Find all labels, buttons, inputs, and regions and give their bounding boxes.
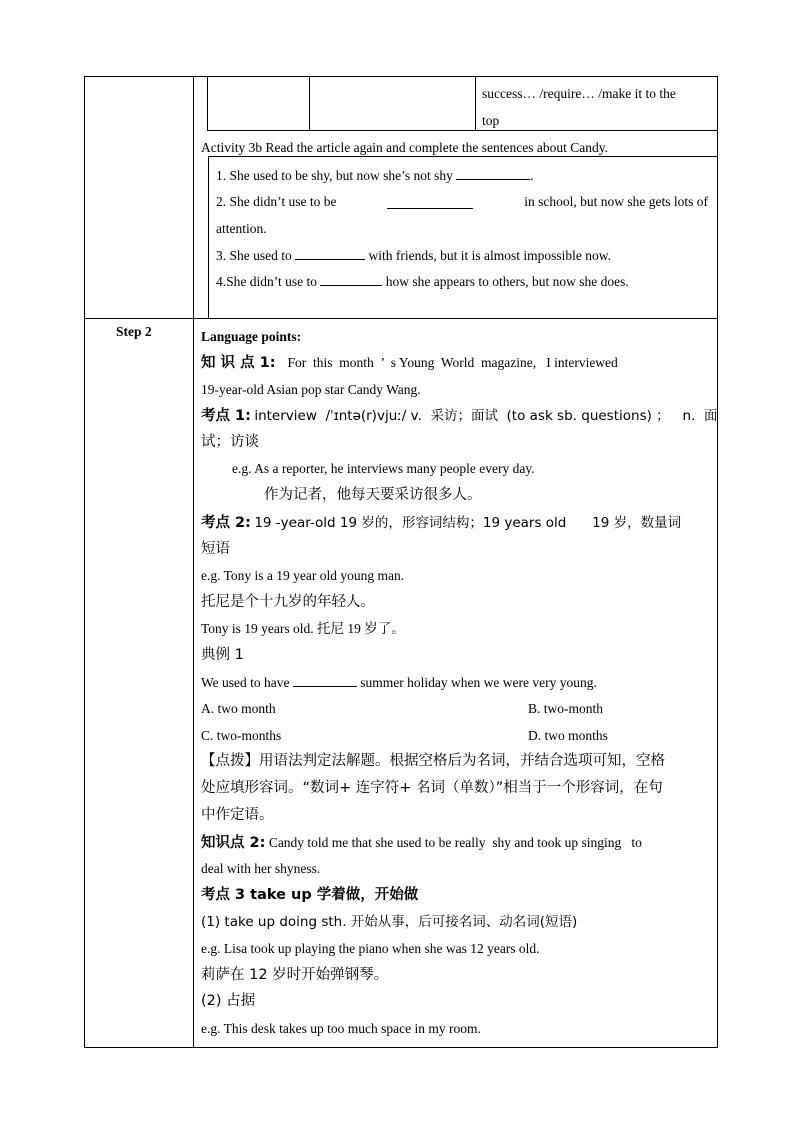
answer-blank-4[interactable] [320, 273, 382, 286]
option-b[interactable]: B. two-month [528, 701, 604, 716]
sentence-3-text: 3. She used to [216, 248, 292, 263]
sentence-1-end: . [530, 168, 534, 183]
exam-point-3: 考点 3 take up 学着做，开始做 [201, 887, 419, 903]
kd2-example: e.g. Tony is a 19 year old young man. [201, 568, 405, 583]
hint-line-3: 中作定语。 [201, 807, 274, 823]
sentence-2 [216, 193, 708, 211]
table-border-row [84, 318, 718, 319]
sentence-2-cont: attention. [216, 221, 267, 236]
sentence-4-text: 4.She didn’t use to [216, 274, 317, 289]
example-label: 典例 1 [201, 647, 244, 663]
table-border-top [84, 76, 718, 77]
knowledge-point-2 [201, 834, 642, 852]
inner-table-col2 [475, 76, 476, 130]
knowledge-point-1 [201, 354, 709, 372]
inner-table-bottom [207, 130, 718, 131]
kd1-example: e.g. As a reporter, he interviews many people every day. [232, 461, 535, 476]
example-question [201, 674, 597, 692]
kd1-text: interview /ˈɪntə(r)vjuː/ v. 采访；面试 (to ask sb. questions) ； n. 面 [254, 408, 718, 424]
kp1-text: For this month ’ s Young World magazine, I interviewed [287, 355, 618, 370]
sentence-1 [216, 167, 534, 185]
option-c[interactable]: C. two-months [201, 728, 282, 743]
language-points-heading: Language points: [201, 329, 302, 344]
kd3-example: e.g. Lisa took up playing the piano when she was 12 years old. [201, 941, 540, 956]
kd3-translation: 莉萨在 12 岁时开始弹钢琴。 [201, 967, 389, 983]
kd3-example-2: e.g. This desk takes up too much space in my room. [201, 1021, 481, 1036]
table-border-right [717, 76, 718, 1048]
answer-blank-3[interactable] [295, 247, 365, 260]
table-border-bottom [84, 1047, 718, 1048]
kd3-usage-2: (2) 占据 [201, 993, 256, 1009]
kd2-example-2: Tony is 19 years old. 托尼 19 岁了。 [201, 621, 405, 636]
kd3-usage-1: (1) take up doing sth. 开始从事，后可接名词、动名词(短语) [201, 914, 578, 930]
kd2-text-2: 短语 [201, 541, 230, 557]
kp2-text-2: deal with her shyness. [201, 861, 321, 876]
sentence-1-text: 1. She used to be shy, but now she’s not shy [216, 168, 453, 183]
inner-table-cell: success… /require… /make it to the [482, 86, 676, 101]
sentence-4 [216, 273, 629, 291]
exam-point-1 [201, 407, 718, 425]
kd2-label: 考点 2: [201, 515, 251, 531]
step-label: Step 2 [116, 324, 152, 339]
sentences-box-left [208, 156, 209, 318]
option-a[interactable]: A. two month [201, 701, 276, 716]
sentence-2-end: in school, but now she gets lots of [524, 194, 708, 209]
sentence-2-text: 2. She didn’t use to be [216, 194, 337, 209]
kp2-text: Candy told me that she used to be really shy and took up singing to [268, 835, 642, 850]
sentence-4-end: how she appears to others, but now she does. [385, 274, 629, 289]
kd2-translation: 托尼是个十九岁的年轻人。 [201, 594, 375, 610]
kd1-label: 考点 1: [201, 408, 251, 424]
sentence-3-end: with friends, but it is almost impossible now. [368, 248, 611, 263]
inner-table-cell-2: top [482, 113, 500, 128]
kp2-label: 知识点 2: [201, 835, 266, 851]
table-border-left [84, 76, 85, 1048]
kd1-text-2: 试；访谈 [201, 434, 259, 450]
table-border-col [193, 76, 194, 1048]
kd2-text: 19 -year-old 19 岁的，形容词结构；19 years old 19 岁，数量词 [254, 515, 682, 531]
sentence-3 [216, 247, 611, 265]
kp1-text-2: 19-year-old Asian pop star Candy Wang. [201, 382, 421, 397]
exam-point-2 [201, 514, 709, 532]
example-answer-blank[interactable] [293, 674, 357, 687]
hint-line-2: 处应填形容词。“数词+ 连字符+ 名词（单数）”相当于一个形容词，在句 [201, 780, 663, 796]
answer-blank-1[interactable] [456, 167, 530, 180]
example-question-text: We used to have [201, 675, 290, 690]
inner-table-left [207, 76, 208, 130]
hint-line-1: 【点拨】用语法判定法解题。根据空格后为名词，并结合选项可知，空格 [201, 753, 665, 769]
kp1-label: 知 识 点 1: [201, 355, 276, 371]
example-question-end: summer holiday when we were very young. [360, 675, 597, 690]
kd1-translation: 作为记者，他每天要采访很多人。 [264, 487, 482, 503]
activity-instruction: Activity 3b Read the article again and complete the sentences about Candy. [201, 140, 608, 155]
option-d[interactable]: D. two months [528, 728, 608, 743]
inner-table-col1 [309, 76, 310, 130]
answer-blank-2[interactable] [387, 196, 473, 209]
